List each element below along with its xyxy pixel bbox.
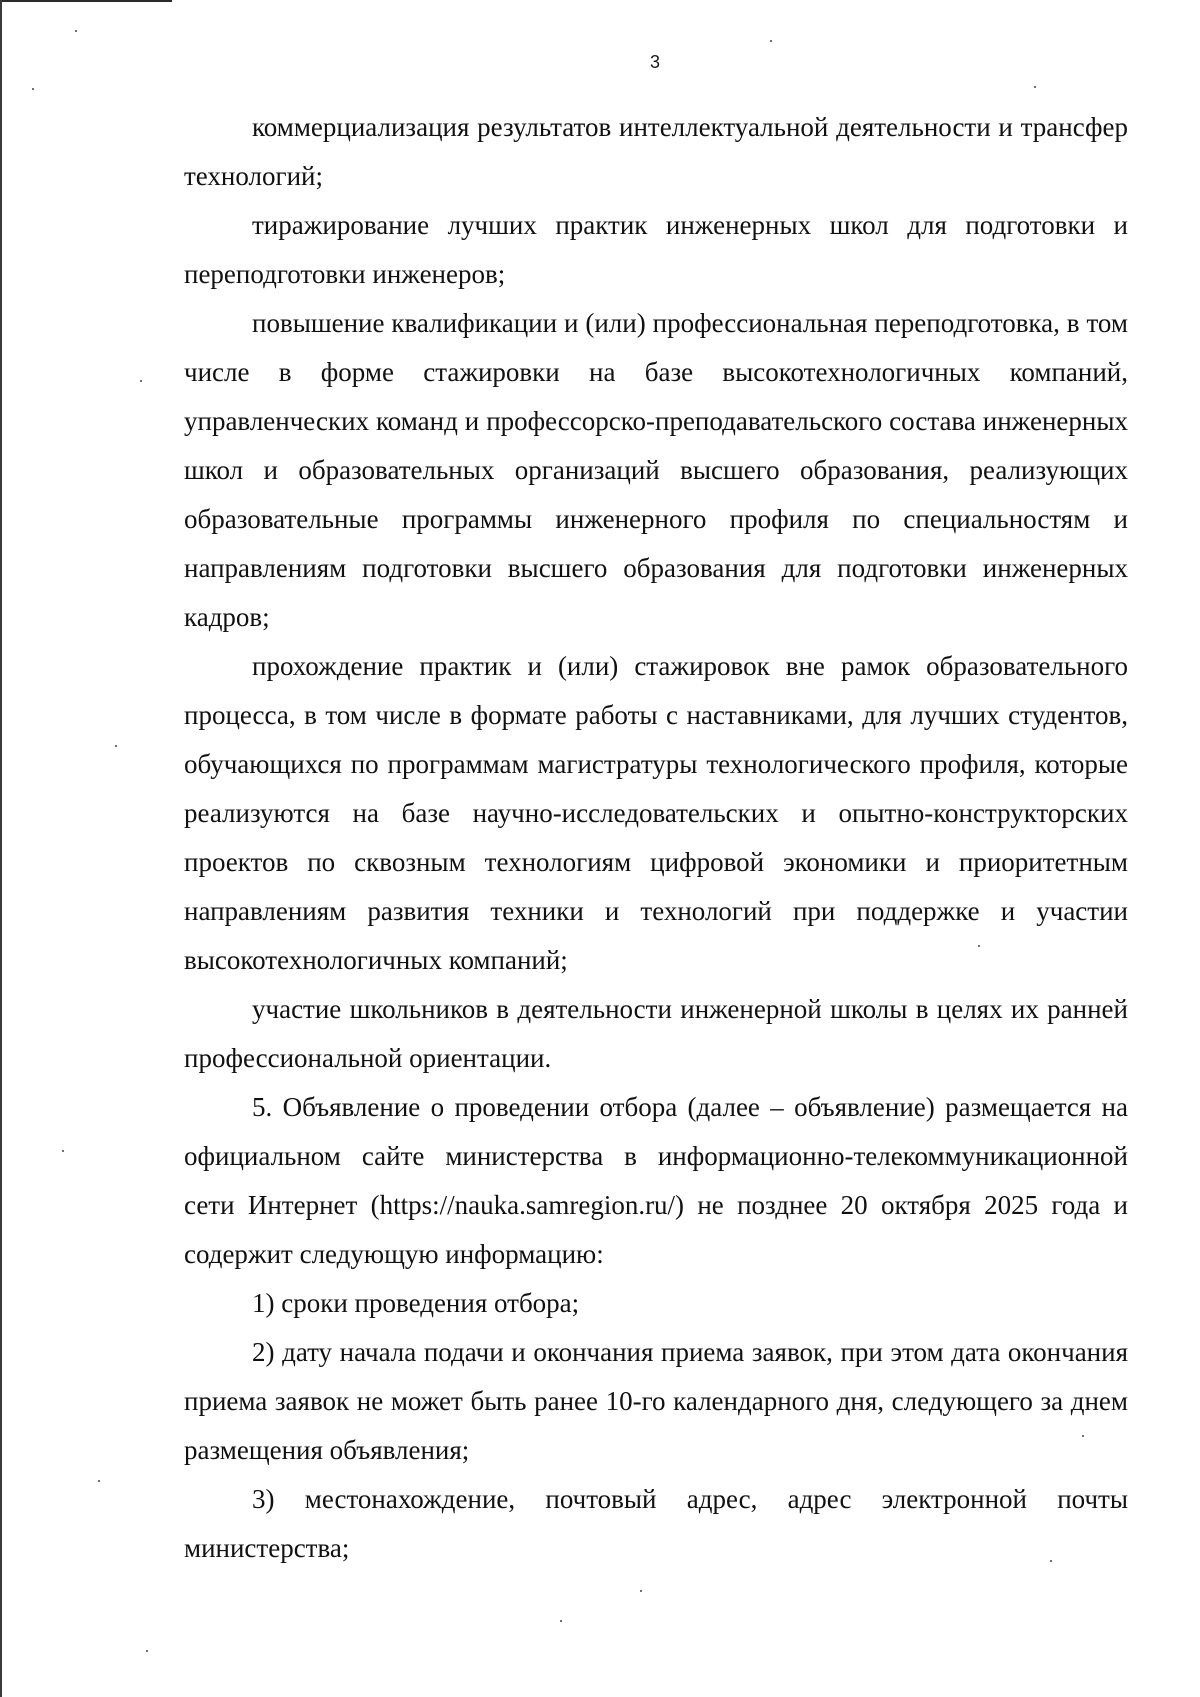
scan-speck [140, 380, 142, 382]
paragraph-qualification: повышение квалификации и (или) профессиональная переподготовка, в том числе в форме стажировки на базе высокотехнологичных компаний, управленческих команд и профессорско-преподавательского состава инженерных школ и образовательных организаций высшего образования, реализующих образовательные программы инженерного профиля по специальностям и направлениям подготовки высшего образования для подготовки инженерных кадров; [184, 308, 1128, 632]
list-item-1: 1) сроки проведения отбора; [252, 1288, 580, 1318]
scan-speck [62, 1150, 64, 1152]
paragraph-announcement: 5. Объявление о проведении отбора (далее – объявление) размещается на официальном сайте министерства в информационно-телекоммуникационной сети Интернет (https://nauka.samregion.ru/) не позднее 20 октября 2025 года и содержит следующую информацию: [184, 1092, 1128, 1269]
scan-speck [1082, 1435, 1084, 1437]
scan-speck [1034, 86, 1036, 88]
scan-speck [978, 945, 980, 947]
list-item-2: 2) дату начала подачи и окончания приема заявок, при этом дата окончания приема заявок не может быть ранее 10-го календарного дня, следующего за днем размещения объявления; [184, 1337, 1128, 1465]
scan-speck [560, 1620, 562, 1622]
scan-edge-left [0, 0, 2, 1697]
document-body [184, 103, 1128, 1573]
scan-speck [1050, 1560, 1052, 1562]
paragraph-internships: прохождение практик и (или) стажировок вне рамок образовательного процесса, в том числе в формате работы с наставниками, для лучших студентов, обучающихся по программам магистратуры технологического профиля, которые реализуются на базе научно-исследовательских и опытно-конструкторских проектов по сквозным технологиям цифровой экономики и приоритетным направлениям развития техники и технологий при поддержке и участии высокотехнологичных компаний; [184, 651, 1128, 975]
scan-speck [75, 30, 77, 32]
scan-edge-top [0, 0, 172, 2]
page-number: 3 [649, 52, 660, 72]
list-item-3: 3) местонахождение, почтовый адрес, адрес электронной почты министерства; [184, 1484, 1128, 1563]
scan-speck [770, 40, 772, 42]
scan-speck [115, 745, 117, 747]
paragraph-commercialization: коммерциализация результатов интеллектуальной деятельности и трансфер технологий; [184, 112, 1128, 191]
scan-speck [640, 1590, 642, 1592]
scan-speck [98, 1480, 100, 1482]
paragraph-schoolchildren: участие школьников в деятельности инженерной школы в целях их ранней профессиональной ориентации. [184, 994, 1128, 1073]
scan-speck [146, 1650, 148, 1652]
paragraph-best-practices: тиражирование лучших практик инженерных школ для подготовки и переподготовки инженеров; [184, 210, 1128, 289]
scan-speck [32, 88, 34, 90]
